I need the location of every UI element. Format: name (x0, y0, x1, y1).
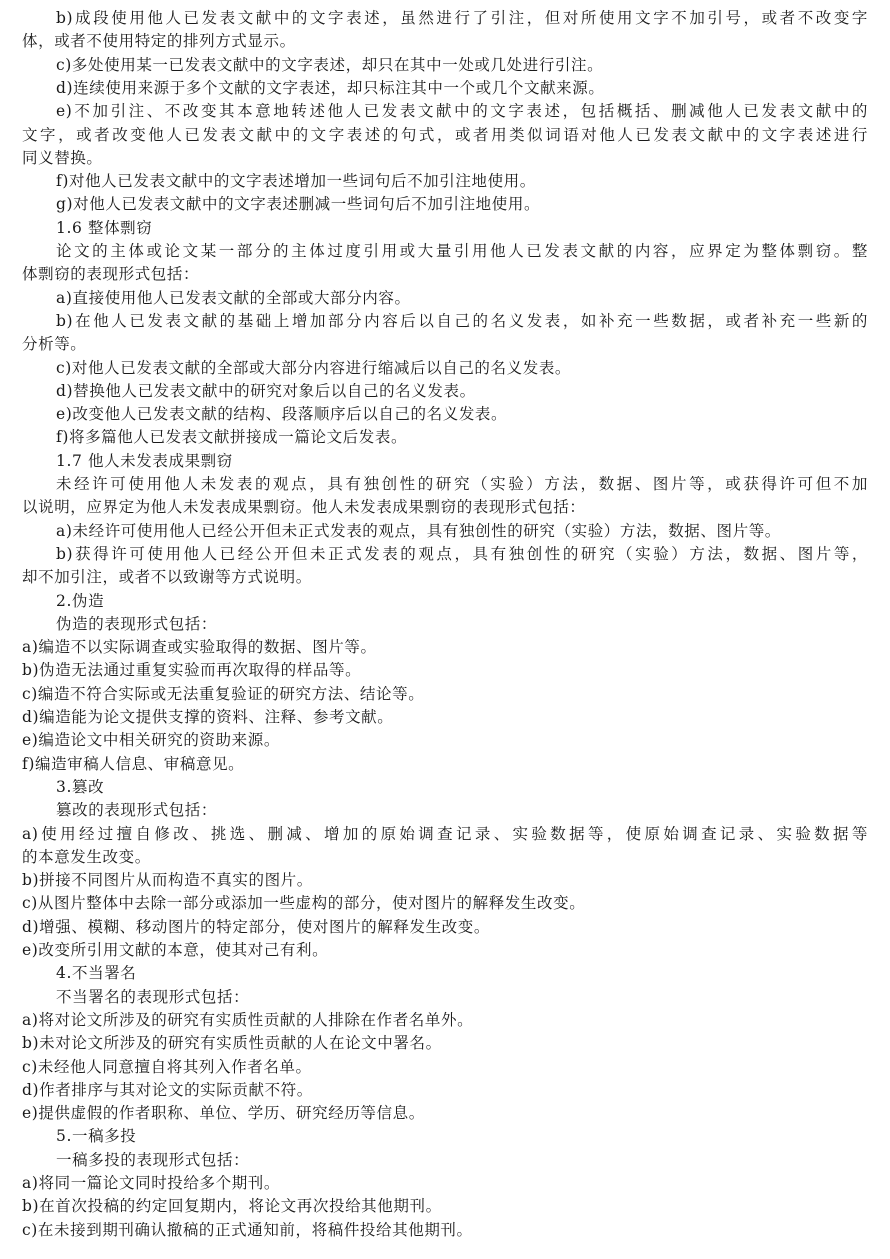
text-line: 分析等。 (22, 335, 87, 354)
text-line: 4.不当署名 (56, 964, 137, 983)
text-line: a)编造不以实际调查或实验取得的数据、图片等。 (22, 638, 377, 657)
text-line: a)将同一篇论文同时投给多个期刊。 (22, 1174, 280, 1192)
text-line: 1.7 他人未发表成果剽窃 (56, 451, 233, 470)
text-line: e)编造论文中相关研究的资助来源。 (22, 731, 280, 750)
text-line: 却不加引注，或者不以致谢等方式说明。 (22, 568, 312, 587)
text-line: 论文的主体或论文某一部分的主体过度引用或大量引用他人已发表文献的内容，应界定为整体剽窃。整 (56, 242, 868, 260)
text-line: c)未经他人同意擅自将其列入作者名单。 (22, 1057, 312, 1076)
text-line: 以说明，应界定为他人未发表成果剽窃。他人未发表成果剽窃的表现形式包括： (22, 498, 586, 517)
text-line: b)成段使用他人已发表文献中的文字表述，虽然进行了引注，但对所使用文字不加引号，或者不改变字 (56, 9, 868, 27)
text-line: d)编造能为论文提供支撑的资料、注释、参考文献。 (22, 708, 394, 726)
text-line: f)编造审稿人信息、审稿意见。 (22, 754, 245, 773)
text-line: 体剽窃的表现形式包括： (22, 265, 200, 284)
text-line: b)伪造无法通过重复实验而再次取得的样品等。 (22, 661, 362, 680)
text-line: b)在他人已发表文献的基础上增加部分内容后以自己的名义发表，如补充一些数据，或者补充一些新的 (56, 311, 868, 330)
text-line: 文字，或者改变他人已发表文献中的文字表述的句式，或者用类似词语对他人已发表文献中的文字表述进行 (22, 125, 868, 144)
text-line: c)从图片整体中去除一部分或添加一些虚构的部分，使对图片的解释发生改变。 (22, 894, 586, 913)
text-line: e)改变所引用文献的本意，使其对己有利。 (22, 941, 329, 959)
text-line: d)增强、模糊、移动图片的特定部分，使对图片的解释发生改变。 (22, 917, 490, 936)
text-line: 不当署名的表现形式包括： (56, 987, 250, 1006)
text-line: 伪造的表现形式包括： (56, 614, 218, 633)
text-line: 同义替换。 (22, 148, 103, 167)
text-line: 3.篡改 (56, 777, 105, 796)
text-line: b)获得许可使用他人已经公开但未正式发表的观点，具有独创性的研究（实验）方法，数据、图片等， (56, 544, 868, 563)
text-line: d)作者排序与其对论文的实际贡献不符。 (22, 1080, 313, 1099)
text-line: 未经许可使用他人未发表的观点，具有独创性的研究（实验）方法，数据、图片等，或获得许可但不加 (56, 475, 868, 493)
text-line: 1.6 整体剽窃 (56, 218, 153, 237)
text-line: b)未对论文所涉及的研究有实质性贡献的人在论文中署名。 (22, 1034, 442, 1053)
text-line: f)将多篇他人已发表文献拼接成一篇论文后发表。 (56, 428, 408, 447)
text-line: b)在首次投稿的约定回复期内，将论文再次投给其他期刊。 (22, 1197, 442, 1216)
text-line: c)编造不符合实际或无法重复验证的研究方法、结论等。 (22, 684, 425, 703)
text-line: 5.一稿多投 (56, 1127, 137, 1146)
text-line: c)多处使用某一已发表文献中的文字表述，却只在其中一处或几处进行引注。 (56, 55, 604, 74)
text-line: 的本意发生改变。 (22, 847, 151, 866)
text-line: d)替换他人已发表文献中的研究对象后以自己的名义发表。 (56, 381, 476, 400)
text-line: c)对他人已发表文献的全部或大部分内容进行缩减后以自己的名义发表。 (56, 358, 572, 377)
text-line: d)连续使用来源于多个文献的文字表述，却只标注其中一个或几个文献来源。 (56, 78, 605, 97)
text-line: e)不加引注、不改变其本意地转述他人已发表文献中的文字表述，包括概括、删减他人已发表文献中的 (56, 102, 868, 121)
text-line: 篡改的表现形式包括： (56, 801, 218, 820)
text-line: b)拼接不同图片从而构造不真实的图片。 (22, 871, 313, 890)
text-line: g)对他人已发表文献中的文字表述删减一些词句后不加引注地使用。 (56, 195, 541, 214)
text-line: a)直接使用他人已发表文献的全部或大部分内容。 (56, 288, 411, 307)
text-line: e)提供虚假的作者职称、单位、学历、研究经历等信息。 (22, 1104, 425, 1123)
text-line: e)改变他人已发表文献的结构、段落顺序后以自己的名义发表。 (56, 405, 508, 424)
text-line: 体，或者不使用特定的排列方式显示。 (22, 32, 296, 51)
text-line: 2.伪造 (56, 591, 105, 610)
text-line: a)未经许可使用他人已经公开但未正式发表的观点，具有独创性的研究（实验）方法，数据、图片等。 (56, 521, 781, 540)
text-line: a)使用经过擅自修改、挑选、删减、增加的原始调查记录、实验数据等，使原始调查记录、实验数据等 (22, 824, 868, 843)
text-line: c)在未接到期刊确认撤稿的正式通知前，将稿件投给其他期刊。 (22, 1220, 473, 1239)
text-line: f)对他人已发表文献中的文字表述增加一些词句后不加引注地使用。 (56, 172, 536, 191)
text-line: a)将对论文所涉及的研究有实质性贡献的人排除在作者名单外。 (22, 1010, 474, 1029)
text-line: 一稿多投的表现形式包括： (56, 1150, 250, 1169)
